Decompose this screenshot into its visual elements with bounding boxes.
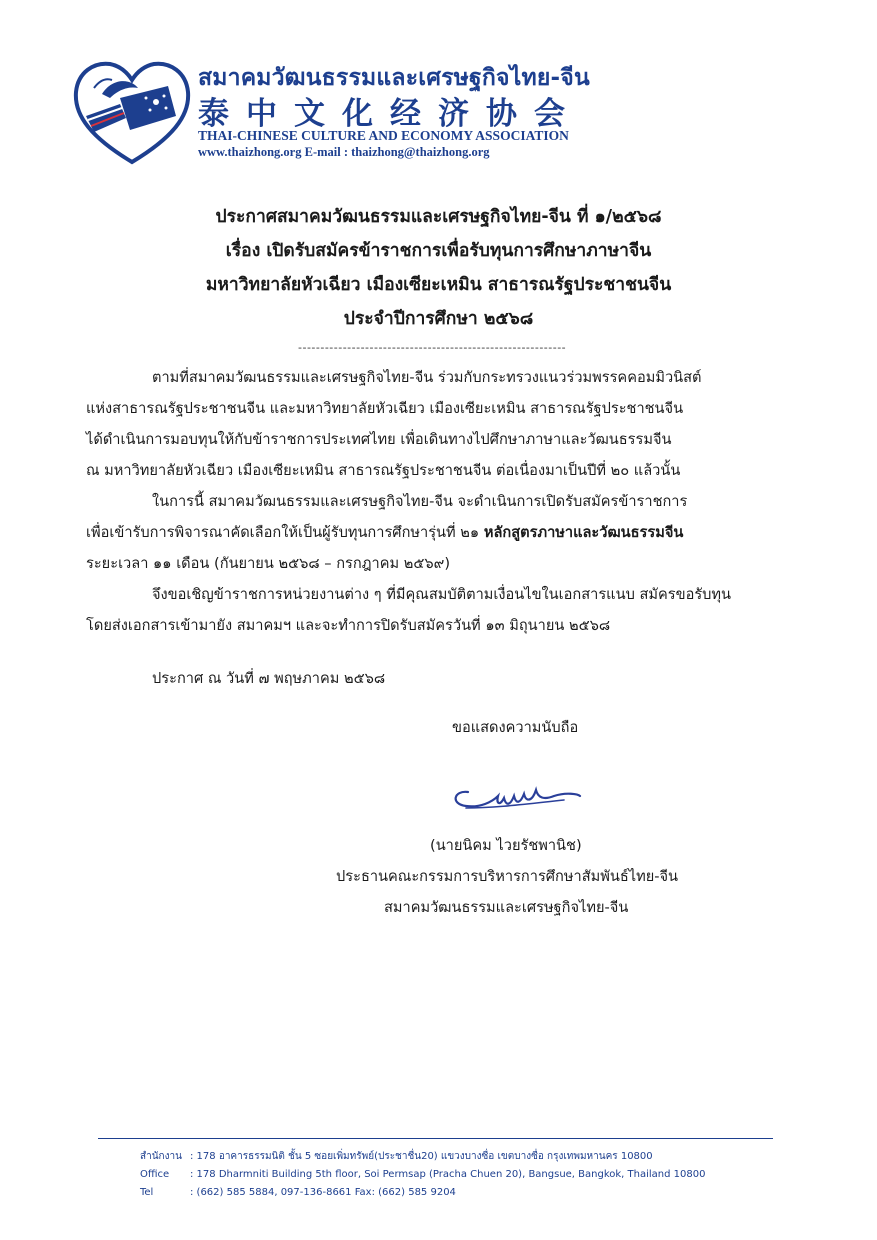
title-line-1: ประกาศสมาคมวัฒนธรรมและเศรษฐกิจไทย-จีน ที่ ๑/๒๕๖๘ bbox=[215, 207, 662, 227]
paragraph-1-line: แห่งสาธารณรัฐประชาชนจีน และมหาวิทยาลัยหัวเฉียว เมืองเซียะเหมิน สาธารณรัฐประชาชนจีน bbox=[86, 400, 684, 417]
footer-divider bbox=[98, 1138, 773, 1139]
signer-name: (นายนิคม ไวยรัชพานิช) bbox=[430, 837, 582, 854]
footer bbox=[140, 1148, 705, 1202]
footer-telephone bbox=[140, 1184, 705, 1202]
signer-position: ประธานคณะกรรมการบริหารการศึกษาสัมพันธ์ไทย-จีน bbox=[336, 868, 679, 885]
org-name-english: THAI-CHINESE CULTURE AND ECONOMY ASSOCIATION bbox=[198, 128, 569, 143]
footer-value: : 178 อาคารธรรมนิติ ชั้น 5 ซอยเพิ่มทรัพย์(ประชาชื่น20) แขวงบางซื่อ เขตบางซื่อ กรุงเทพมหานคร 10800 bbox=[190, 1151, 653, 1162]
title-line-2: เรื่อง เปิดรับสมัครข้าราชการเพื่อรับทุนการศึกษาภาษาจีน bbox=[225, 241, 652, 261]
announcement-date: ประกาศ ณ วันที่ ๗ พฤษภาคม ๒๕๖๘ bbox=[152, 670, 386, 687]
footer-label: Tel bbox=[140, 1187, 154, 1198]
footer-label: Office bbox=[140, 1169, 170, 1180]
handwritten-signature-icon bbox=[446, 778, 586, 818]
footer-office-thai bbox=[140, 1148, 705, 1166]
footer-office-english bbox=[140, 1166, 705, 1184]
paragraph-3-line: โดยส่งเอกสารเข้ามายัง สมาคมฯ และจะทำการปิดรับสมัครวันที่ ๑๓ มิถุนายน ๒๕๖๘ bbox=[86, 617, 611, 634]
heart-dove-handshake-logo-icon bbox=[72, 58, 192, 166]
course-name-bold: หลักสูตรภาษาและวัฒนธรรมจีน bbox=[483, 524, 684, 541]
association-logo bbox=[72, 58, 192, 166]
org-contact: www.thaizhong.org E-mail : thaizhong@thaizhong.org bbox=[198, 145, 490, 159]
paragraph-2-line: ระยะเวลา ๑๑ เดือน (กันยายน ๒๕๖๘ – กรกฎาคม ๒๕๖๙) bbox=[86, 555, 451, 572]
footer-value: : (662) 585 5884, 097-136-8661 Fax: (662) 585 9204 bbox=[190, 1187, 456, 1198]
title-separator: ------------------------------------------------------------ bbox=[298, 341, 567, 354]
footer-value: : 178 Dharmniti Building 5th floor, Soi Permsap (Pracha Chuen 20), Bangsue, Bangkok, Thailand 10800 bbox=[190, 1169, 706, 1180]
paragraph-2-text: เพื่อเข้ารับการพิจารณาคัดเลือกให้เป็นผู้รับทุนการศึกษารุ่นที่ ๒๑ bbox=[86, 524, 484, 541]
title-line-3: มหาวิทยาลัยหัวเฉียว เมืองเซียะเหมิน สาธารณรัฐประชาชนจีน bbox=[205, 275, 672, 295]
title-line-4: ประจำปีการศึกษา ๒๕๖๘ bbox=[343, 309, 534, 329]
org-name-chinese: 泰中文化经济协会 bbox=[198, 96, 582, 132]
closing-salutation: ขอแสดงความนับถือ bbox=[452, 719, 579, 736]
signature bbox=[446, 778, 586, 818]
paragraph-1-line: ได้ดำเนินการมอบทุนให้กับข้าราชการประเทศไทย เพื่อเดินทางไปศึกษาภาษาและวัฒนธรรมจีน bbox=[86, 431, 672, 448]
paragraph-3-line: จึงขอเชิญข้าราชการหน่วยงานต่าง ๆ ที่มีคุณสมบัติตามเงื่อนไขในเอกสารแนบ สมัครขอรับทุน bbox=[152, 586, 732, 603]
paragraph-2-line: ในการนี้ สมาคมวัฒนธรรมและเศรษฐกิจไทย-จีน จะดำเนินการเปิดรับสมัครข้าราชการ bbox=[152, 493, 688, 510]
paragraph-1-line: ณ มหาวิทยาลัยหัวเฉียว เมืองเซียะเหมิน สาธารณรัฐประชาชนจีน ต่อเนื่องมาเป็นปีที่ ๒๐ แล้วนั้น bbox=[86, 462, 681, 479]
signer-organization: สมาคมวัฒนธรรมและเศรษฐกิจไทย-จีน bbox=[384, 899, 629, 916]
announcement-body bbox=[86, 362, 791, 694]
footer-label: สำนักงาน bbox=[140, 1151, 182, 1162]
paragraph-2-line bbox=[86, 517, 791, 548]
announcement-title bbox=[0, 200, 877, 336]
signer-block bbox=[0, 830, 877, 923]
paragraph-1-line: ตามที่สมาคมวัฒนธรรมและเศรษฐกิจไทย-จีน ร่วมกับกระทรวงแนวร่วมพรรคคอมมิวนิสต์ bbox=[152, 369, 702, 386]
org-name-thai: สมาคมวัฒนธรรมและเศรษฐกิจไทย-จีน bbox=[198, 65, 590, 91]
